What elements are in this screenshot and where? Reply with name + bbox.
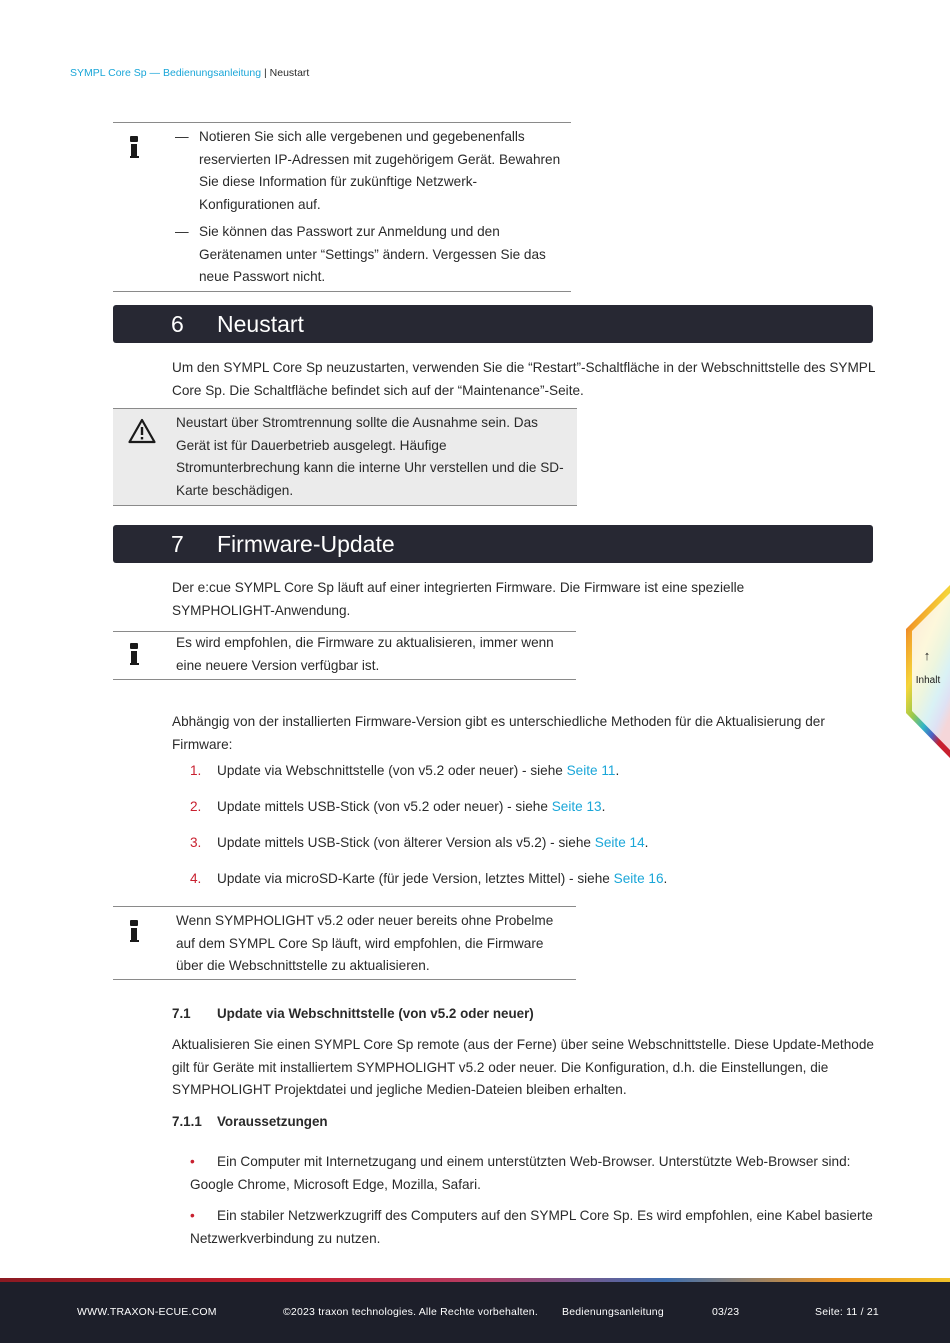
page-footer: [0, 1278, 950, 1343]
list-item-text: Update mittels USB-Stick (von v5.2 oder neuer) - siehe: [217, 799, 552, 814]
list-number: 1.: [190, 763, 202, 778]
subsubsection-number: 7.1.1: [172, 1114, 202, 1129]
arrow-up-icon[interactable]: ↑: [923, 648, 931, 663]
footer-page-number: Seite: 11 / 21: [815, 1306, 879, 1318]
info-icon: [130, 920, 138, 942]
list-number: 2.: [190, 799, 202, 814]
section-number: 7: [171, 531, 184, 557]
bullet-item: [190, 1151, 880, 1196]
subsection-title: Update via Webschnittstelle (von v5.2 oder neuer): [217, 1006, 534, 1021]
info-note-text: Es wird empfohlen, die Firmware zu aktualisieren, immer wenn eine neuere Version verfügbar ist.: [176, 635, 554, 673]
note-item-text: Notieren Sie sich alle vergebenen und gegebenenfalls reservierten IP-Adressen mit zugehörigem Gerät. Bewahren Sie diese Information für zukünftige Netzwerk-Konfigurationen auf.: [199, 129, 561, 212]
page-link[interactable]: Seite 11: [566, 763, 616, 778]
subsubsection-title: Voraussetzungen: [217, 1114, 328, 1129]
list-item: 4. Update via microSD-Karte (für jede Version, letztes Mittel) - siehe Seite 16.: [190, 868, 880, 891]
info-note-text: Wenn SYMPHOLIGHT v5.2 oder neuer bereits ohne Probelme auf dem SYMPL Core Sp läuft, wird empfohlen, die Firmware über die Webschnittstelle zu aktualisieren.: [176, 913, 554, 973]
section-intro: Der e:cue SYMPL Core Sp läuft auf einer integrierten Firmware. Die Firmware ist eine spezielle SYMPHOLIGHT-Anwendung.: [172, 580, 745, 618]
breadcrumb-separator: |: [263, 67, 267, 79]
page-link[interactable]: Seite 13: [551, 799, 602, 814]
breadcrumb: [70, 67, 309, 79]
footer-date: 03/23: [712, 1306, 740, 1318]
list-item: 2. Update mittels USB-Stick (von v5.2 oder neuer) - siehe Seite 13.: [190, 796, 880, 819]
info-icon: [130, 136, 138, 158]
list-item: 3. Update mittels USB-Stick (von älterer Version als v5.2) - siehe Seite 14.: [190, 832, 880, 855]
info-icon: [130, 643, 138, 665]
list-item-text: Update via Webschnittstelle (von v5.2 oder neuer) - siehe: [217, 763, 567, 778]
note-item: [175, 221, 570, 289]
bullet-item: [190, 1205, 880, 1250]
section-title: Firmware-Update: [217, 531, 395, 557]
list-item-text: Update mittels USB-Stick (von älterer Version als v5.2) - siehe: [217, 835, 595, 850]
bullet-text: Ein Computer mit Internetzugang und einem unterstützten Web-Browser. Unterstützte Web-Browser sind: Google Chrome, Microsoft Edge, Mozilla, Safari.: [190, 1154, 851, 1192]
bullet-text: Ein stabiler Netzwerkzugriff des Computers auf den SYMPL Core Sp. Es wird empfohlen, eine Kabel basierte Netzwerkverbindung zu nutzen.: [190, 1208, 873, 1246]
dash-bullet: —: [175, 224, 189, 239]
note-item: [175, 126, 570, 216]
section-heading-neustart: [113, 305, 873, 343]
page-link[interactable]: Seite 16: [613, 871, 664, 886]
section-heading-firmware-update: [113, 525, 873, 563]
footer-copyright: ©2023 traxon technologies. Alle Rechte vorbehalten.: [283, 1306, 538, 1318]
breadcrumb-current: Neustart: [269, 67, 310, 79]
footer-website[interactable]: WWW.TRAXON-ECUE.COM: [77, 1306, 217, 1318]
dash-bullet: —: [175, 129, 189, 144]
note-item-text: Sie können das Passwort zur Anmeldung und den Gerätenamen unter “Settings” ändern. Vergessen Sie das neue Passwort nicht.: [199, 224, 546, 284]
toc-link-inhalt[interactable]: Inhalt: [915, 675, 941, 686]
list-number: 4.: [190, 871, 202, 886]
bullet-dot: •: [190, 1208, 195, 1223]
page-link[interactable]: Seite 14: [594, 835, 645, 850]
warning-triangle-icon: [128, 418, 156, 444]
section-title: Neustart: [217, 311, 304, 337]
methods-intro: Abhängig von der installierten Firmware-Version gibt es unterschiedliche Methoden für die Aktualisierung der Firmware:: [172, 714, 825, 752]
breadcrumb-document-link[interactable]: SYMPL Core Sp — Bedienungsanleitung: [70, 67, 262, 79]
subsection-number: 7.1: [172, 1006, 191, 1021]
footer-doc-type: Bedienungsanleitung: [562, 1306, 664, 1318]
subsubsection-heading: [172, 1111, 872, 1134]
footer-color-stripe: [0, 1278, 950, 1282]
list-item: 1. Update via Webschnittstelle (von v5.2 oder neuer) - siehe Seite 11.: [190, 760, 880, 783]
subsection-heading: [172, 1003, 872, 1026]
bullet-dot: •: [190, 1154, 195, 1169]
list-number: 3.: [190, 835, 202, 850]
toc-tab-background[interactable]: [903, 585, 950, 758]
subsection-body: Aktualisieren Sie einen SYMPL Core Sp remote (aus der Ferne) über seine Webschnittstelle. Diese Update-Methode gilt für Geräte mit installiertem SYMPHOLIGHT v5.2 oder neuer. Die Konfiguration, d.h. die Einstellungen, die SYMPHOLIGHT Projektdatei und jegliche Medien-Dateien bleiben erhalten.: [172, 1037, 874, 1097]
warning-text: Neustart über Stromtrennung sollte die Ausnahme sein. Das Gerät ist für Dauerbetrieb ausgelegt. Häufige Stromunterbrechung kann die interne Uhr verstellen und die SD-Karte beschädigen.: [176, 415, 564, 498]
section-number: 6: [171, 311, 184, 337]
section-intro: Um den SYMPL Core Sp neuzustarten, verwenden Sie die “Restart”-Schaltfläche in der Webschnittstelle des SYMPL Core Sp. Die Schaltfläche befindet sich auf der “Maintenance”-Seite.: [172, 360, 875, 398]
list-item-text: Update via microSD-Karte (für jede Version, letztes Mittel) - siehe: [217, 871, 614, 886]
